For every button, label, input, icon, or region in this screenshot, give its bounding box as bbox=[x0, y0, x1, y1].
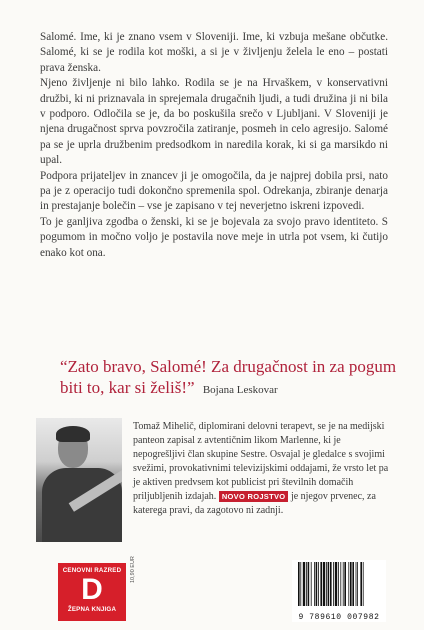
endorsement-quote bbox=[60, 356, 400, 401]
barcode-bar bbox=[320, 562, 322, 606]
isbn-barcode bbox=[292, 560, 386, 622]
barcode-bar bbox=[363, 562, 364, 606]
barcode-bars bbox=[296, 562, 382, 606]
quote-text: “Zato bravo, Salomé! Za drugačnost in za pogum biti to, kar si želiš!” bbox=[60, 357, 397, 397]
badge-bottom-label: ŽEPNA KNJIGA bbox=[67, 606, 117, 613]
description-paragraph-4: To je ganljiva zgodba o ženski, ki se je bojevala za svojo pravo identiteto. S pogumom in močno voljo je postavila nove meje in utrla pot vsem, ki čutijo enako kot ona. bbox=[40, 215, 388, 259]
barcode-digits: 9 789610 007982 bbox=[298, 613, 380, 622]
series-label: NOVO ROJSTVO bbox=[219, 491, 289, 502]
description-paragraph-3: Podpora prijateljev in znancev ji je omogočila, da je najprej dobila prsi, nato pa je z operacijo tudi dokončno spremenila spol. Odrekanja, zbiranje denarja in prestajanje bolečin – vse je zapisano v tej neverjetno iskreni izpovedi. bbox=[40, 169, 388, 213]
barcode-bar bbox=[298, 562, 300, 606]
description-paragraph-1: Salomé. Ime, ki je znano vsem v Sloveniji. Ime, ki vzbuja mešane občutke. Salomé, ki se je rodila kot moški, a si je v življenju želela le eno – postati prava ženska. bbox=[40, 31, 388, 74]
barcode-bar bbox=[323, 562, 325, 606]
book-description bbox=[40, 30, 388, 261]
price-class-badge bbox=[58, 563, 126, 621]
barcode-bar bbox=[326, 562, 327, 606]
barcode-bar bbox=[318, 562, 319, 606]
quote-author: Bojana Leskovar bbox=[202, 384, 278, 396]
barcode-bar bbox=[350, 562, 352, 606]
price-code: 10,90 EUR bbox=[130, 556, 136, 583]
barcode-bar bbox=[344, 562, 346, 606]
barcode-bar bbox=[356, 562, 357, 606]
badge-top-label: CENOVNI RAZRED bbox=[62, 567, 122, 574]
barcode-bar bbox=[308, 562, 310, 606]
author-photo-hair bbox=[56, 426, 90, 442]
barcode-bar bbox=[316, 562, 318, 606]
barcode-bar bbox=[352, 562, 354, 606]
barcode-bar bbox=[311, 562, 312, 606]
barcode-bar bbox=[306, 562, 307, 606]
barcode-bar bbox=[328, 562, 330, 606]
author-bio-text: Tomaž Mihelič, diplomirani delovni terapevt, se je na medijski panteon zapisal z avtentičnim likom Marlenne, ki je nepogrešljivi član skupine Sestre. Osvajal je gledalce s svojimi svežimi, provokativnimi televizijskimi oddajami, že vrsto let pa je aktiven predvsem kot publicist pri številnih domačih priljubljenih izdajah. bbox=[133, 421, 389, 502]
barcode-bar bbox=[335, 562, 337, 606]
barcode-bar bbox=[314, 562, 315, 606]
badge-letter: D bbox=[81, 573, 103, 606]
barcode-bar bbox=[300, 562, 301, 606]
author-bio bbox=[133, 420, 395, 518]
barcode-bar bbox=[348, 562, 349, 606]
barcode-bar bbox=[330, 562, 332, 606]
barcode-bar bbox=[357, 562, 358, 606]
barcode-bar bbox=[360, 562, 362, 606]
barcode-bar bbox=[340, 562, 341, 606]
barcode-bar bbox=[303, 562, 305, 606]
author-bio-text-end: je njegov prvenec, za katerega pravi, da zagotovo ni zadnji. bbox=[133, 491, 376, 516]
barcode-bar bbox=[333, 562, 334, 606]
barcode-bar bbox=[343, 562, 344, 606]
description-paragraph-2: Njeno življenje ni bilo lahko. Rodila se je na Hrvaškem, v konservativni družbi, ki ni priznavala in sprejemala drugačnih ljudi, a tudi družina ji ni bila v podporo. Odločila se je, da bo poskušila srečo v Ljubljani. V Sloveniji je njena drugačnost sprva povzročila zatiranje, posmeh in celo agresijo. Salomé pa se je uprla družbenim predsodkom in naredila korak, ki si ga marsikdo ni upal. bbox=[40, 77, 388, 167]
author-photo bbox=[36, 418, 122, 542]
barcode-bar bbox=[338, 562, 339, 606]
